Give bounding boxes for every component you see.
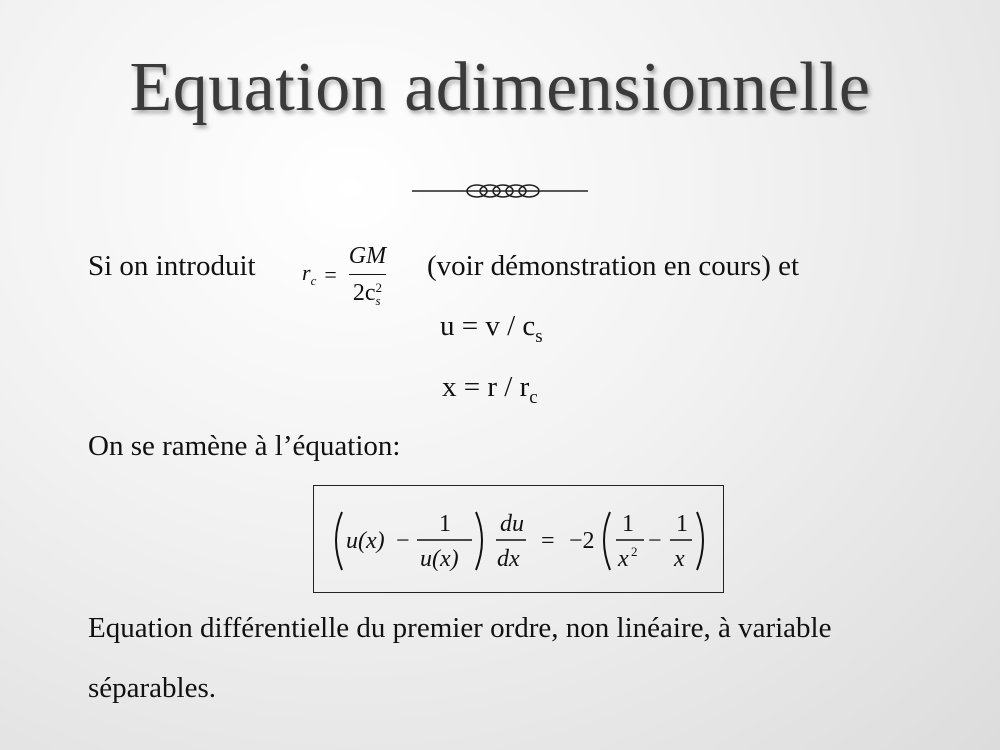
rc-lhs: $r_c$ <box>302 260 317 288</box>
eq-one-3: 1 <box>676 511 688 537</box>
right-paren-2 <box>697 512 703 570</box>
eq-ux: u(x) <box>346 528 385 554</box>
lead-text: On se ramène à l’équation: <box>88 430 401 462</box>
definition-x: $x = r / r_c$ <box>442 371 538 408</box>
conclusion-line-2: séparables. <box>88 672 217 704</box>
definition-u: $u = v / c_s$ <box>440 310 543 347</box>
right-paren-1 <box>476 512 482 570</box>
eq-dx: dx <box>497 546 520 572</box>
differential-equation <box>314 486 725 594</box>
rc-fraction <box>345 238 390 311</box>
rc-formula <box>302 238 390 311</box>
left-paren-1 <box>336 512 342 570</box>
eq-x2-sup: 2 <box>631 544 638 559</box>
eq-one-1: 1 <box>439 511 451 537</box>
eq-minus-two: −2 <box>569 528 595 554</box>
rc-equals: = <box>324 261 337 287</box>
eq-one-2: 1 <box>622 511 634 537</box>
eq-ux-den: u(x) <box>420 546 459 572</box>
eq-x2: x <box>618 546 629 572</box>
flourish-divider-icon <box>410 174 590 208</box>
intro-prefix: Si on introduit <box>88 250 256 282</box>
slide-title: Equation adimensionnelle <box>129 49 871 126</box>
left-paren-2 <box>604 512 610 570</box>
eq-du: du <box>500 511 524 537</box>
eq-minus-1: − <box>396 528 410 554</box>
equation-box <box>313 485 724 593</box>
conclusion-line-1: Equation différentielle du premier ordre, non linéaire, à variable <box>88 612 832 644</box>
rc-numerator: GM <box>348 243 387 269</box>
rc-denominator: 2c 2 s <box>349 274 386 311</box>
eq-minus-2: − <box>648 528 662 554</box>
eq-x: x <box>674 546 685 572</box>
eq-equals: = <box>541 528 555 554</box>
intro-suffix: (voir démonstration en cours) et <box>427 250 800 282</box>
